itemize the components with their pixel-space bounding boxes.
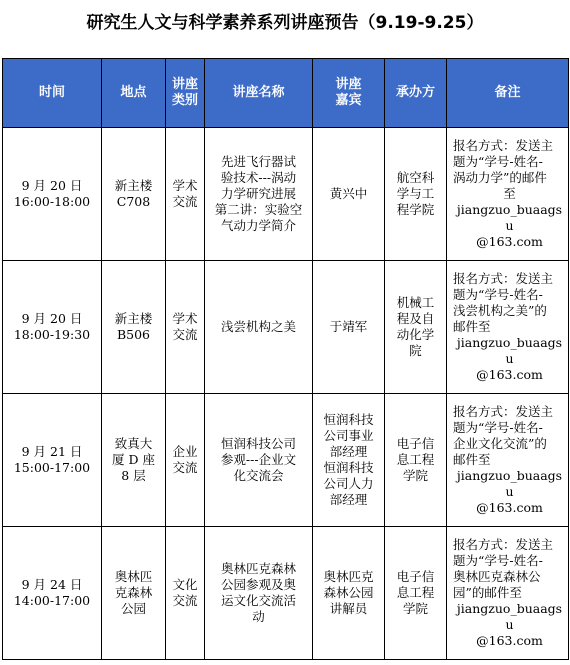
place-cell [102, 394, 166, 527]
cell-text-line: 电子信 [396, 569, 435, 584]
note-cell [447, 527, 569, 660]
cell-text-line: 院 [409, 343, 422, 358]
category-cell [166, 261, 205, 394]
cell-text-line: 部经理 [329, 444, 368, 459]
cell-text-line: 气动力学简介 [220, 218, 296, 233]
time-cell [3, 128, 102, 261]
lecture-name-cell [205, 527, 313, 660]
header-time: 时间 [3, 59, 102, 128]
cell-text-line: @163.com [476, 500, 543, 515]
cell-text-line: 邮件至 [453, 452, 491, 467]
cell-text-line: 报名方式：发送主 [453, 138, 554, 153]
cell-text-line: 致真大 [114, 436, 153, 451]
cell-text-line: 学与工 [396, 186, 435, 201]
cell-text-line: 验技术---涡动 [220, 170, 297, 185]
cell-text-line: 至 [503, 186, 516, 201]
cell-text-line: 交流 [172, 194, 198, 209]
cell-text-line: 报名方式：发送主 [453, 271, 554, 286]
header-row [3, 59, 569, 128]
cell-text-line: 公司人力 [323, 476, 374, 491]
cell-text-line: 动化学 [396, 327, 435, 342]
cell-text-line: 动 [252, 609, 265, 624]
cell-text-line: 学院 [402, 468, 428, 483]
time-cell [3, 394, 102, 527]
time-cell [3, 527, 102, 660]
guest-cell [313, 394, 385, 527]
category-cell [166, 527, 205, 660]
cell-text-line: 报名方式：发送主 [453, 537, 554, 552]
cell-text-line: B506 [116, 327, 151, 342]
cell-text-line: @163.com [476, 367, 543, 382]
cell-text-line: 森林公园 [323, 585, 374, 600]
header-guest [313, 59, 385, 128]
cell-text-line: 奥林匹 [114, 569, 153, 584]
cell-text-line: 企业文化交流”的 [453, 436, 547, 451]
cell-text-line: jiangzuo_buaagsu [456, 202, 563, 233]
cell-text-line: 题为“学号-姓名- [453, 553, 543, 568]
cell-text-line: 讲座 [171, 77, 198, 92]
cell-text-line: 恒润科技公司 [220, 436, 296, 451]
cell-text-line: jiangzuo_buaagsu [456, 468, 563, 499]
cell-text-line: 讲解员 [329, 601, 368, 616]
cell-text-line: 学术 [172, 311, 198, 326]
cell-text-line: 交流 [172, 460, 198, 475]
cell-text-line: 9 月 20 日 [21, 311, 83, 326]
cell-text-line: 航空科 [396, 170, 435, 185]
cell-text-line: 新主楼 [114, 311, 153, 326]
cell-text-line: 8 层 [121, 468, 146, 483]
cell-text-line: 浅尝机构之美 [220, 319, 296, 334]
organizer-cell [385, 527, 447, 660]
header-category [166, 59, 205, 128]
header-place [102, 59, 166, 128]
table-row [3, 527, 569, 660]
cell-text-line: 嘉宾 [335, 93, 362, 108]
cell-text-line: 恒润科技 [323, 460, 374, 475]
note-cell [447, 261, 569, 394]
cell-text-line: 浅尝机构之美”的 [453, 303, 547, 318]
category-cell [166, 394, 205, 527]
cell-text-line: 奥林匹克森林 [220, 561, 296, 576]
place-cell [102, 261, 166, 394]
cell-text-line: 地点 [120, 85, 147, 100]
cell-text-line: 第二讲：实验空 [214, 202, 303, 217]
organizer-cell [385, 394, 447, 527]
cell-text-line: 黄兴中 [329, 186, 368, 201]
guest-cell [313, 527, 385, 660]
cell-text-line: 厦 D 座 [112, 452, 155, 467]
cell-text-line: 参观---企业文 [220, 452, 297, 467]
cell-text-line: 程及自 [396, 311, 435, 326]
cell-text-line: 报名方式：发送主 [453, 404, 554, 419]
cell-text-line: 承办方 [395, 85, 435, 100]
cell-text-line: 题为“学号-姓名- [453, 420, 543, 435]
header-organizer [385, 59, 447, 128]
cell-text-line: 息工程 [396, 452, 435, 467]
table-row [3, 394, 569, 527]
cell-text-line: 园”的邮件至 [453, 585, 522, 600]
note-cell [447, 128, 569, 261]
lecture-name-cell [205, 128, 313, 261]
cell-text-line: jiangzuo_buaagsu [456, 335, 563, 366]
cell-text-line: @163.com [476, 633, 543, 648]
organizer-cell [385, 128, 447, 261]
cell-text-line: 程学院 [396, 202, 435, 217]
cell-text-line: 公司事业 [323, 428, 374, 443]
cell-text-line: 交流 [172, 593, 198, 608]
cell-text-line: 部经理 [329, 492, 368, 507]
cell-text-line: 15:00-17:00 [13, 460, 91, 475]
cell-text-line: 交流 [172, 327, 198, 342]
cell-text-line: 涡动力学”的邮件 [453, 170, 547, 185]
cell-text-line: 公园参观及奥 [220, 577, 296, 592]
time-cell [3, 261, 102, 394]
cell-text-line: 邮件至 [453, 319, 491, 334]
cell-text-line: 学院 [402, 601, 428, 616]
cell-text-line: 恒润科技 [323, 412, 374, 427]
cell-text-line: @163.com [476, 234, 543, 249]
cell-text-line: 类别 [171, 93, 198, 108]
lecture-schedule-table [2, 58, 569, 660]
guest-cell [313, 261, 385, 394]
cell-text-line: 奥林匹克森林公 [453, 569, 541, 584]
lecture-name-cell [205, 394, 313, 527]
cell-text-line: 力学研究进展 [220, 186, 296, 201]
page-title: 研究生人文与科学素养系列讲座预告（9.19-9.25） [86, 13, 484, 33]
cell-text-line: 息工程 [396, 585, 435, 600]
table-row [3, 128, 569, 261]
cell-text-line: 文化 [172, 577, 198, 592]
lecture-name-cell [205, 261, 313, 394]
cell-text-line: 奥林匹克 [323, 569, 374, 584]
cell-text-line: 克森林 [114, 585, 153, 600]
cell-text-line: 9 月 24 日 [21, 577, 83, 592]
cell-text-line: 先进飞行器试 [220, 154, 296, 169]
cell-text-line: 学术 [172, 178, 198, 193]
cell-text-line: jiangzuo_buaagsu [456, 601, 563, 632]
cell-text-line: 18:00-19:30 [13, 327, 91, 342]
cell-text-line: 9 月 21 日 [21, 444, 83, 459]
cell-text-line: 备注 [494, 85, 521, 100]
cell-text-line: 讲座 [335, 77, 362, 92]
cell-text-line: 16:00-18:00 [13, 194, 91, 209]
cell-text-line: 运文化交流活 [220, 593, 296, 608]
cell-text-line: 化交流会 [233, 468, 284, 483]
cell-text-line: 讲座名称 [232, 85, 285, 100]
category-cell [166, 128, 205, 261]
cell-text-line: 题为“学号-姓名- [453, 287, 543, 302]
table-row [3, 261, 569, 394]
cell-text-line: 于靖军 [329, 319, 368, 334]
header-note [447, 59, 569, 128]
organizer-cell [385, 261, 447, 394]
place-cell [102, 527, 166, 660]
note-cell [447, 394, 569, 527]
guest-cell [313, 128, 385, 261]
cell-text-line: C708 [116, 194, 151, 209]
cell-text-line: 机械工 [396, 295, 435, 310]
place-cell [102, 128, 166, 261]
cell-text-line: 14:00-17:00 [13, 593, 91, 608]
header-lecture-name [205, 59, 313, 128]
cell-text-line: 公园 [120, 601, 146, 616]
cell-text-line: 9 月 20 日 [21, 178, 83, 193]
cell-text-line: 题为“学号-姓名- [453, 154, 543, 169]
cell-text-line: 电子信 [396, 436, 435, 451]
cell-text-line: 企业 [172, 444, 198, 459]
cell-text-line: 新主楼 [114, 178, 153, 193]
